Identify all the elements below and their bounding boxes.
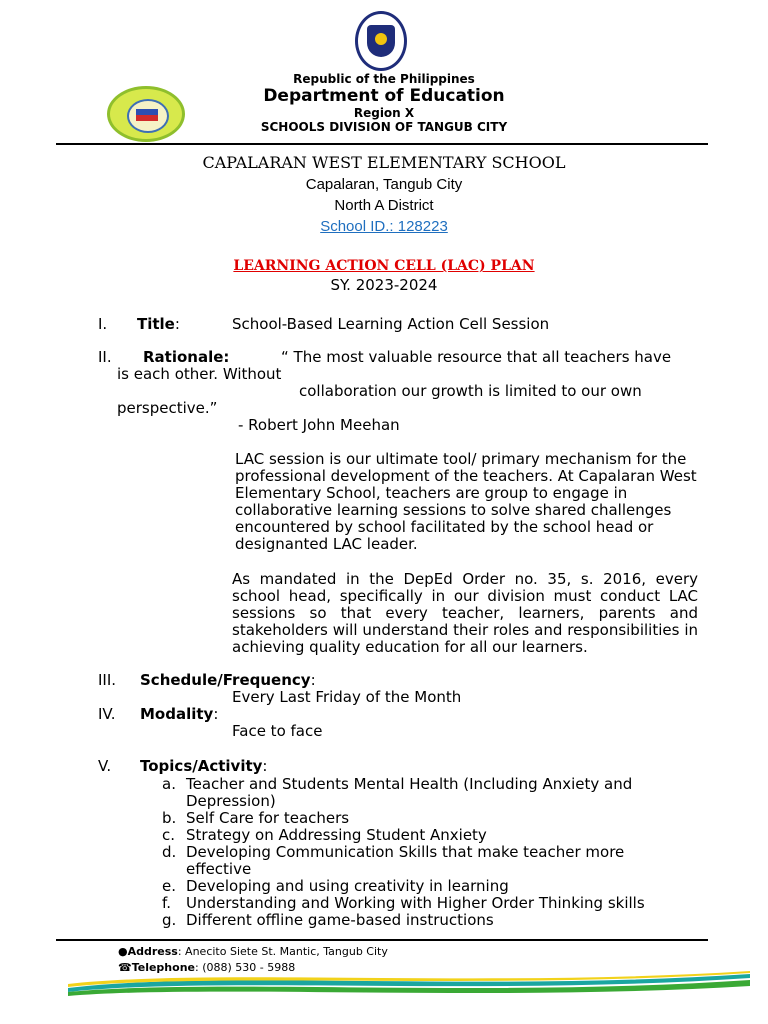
footer-swoosh bbox=[64, 966, 752, 1000]
quote-author: - Robert John Meehan bbox=[238, 416, 400, 434]
list-item bbox=[162, 877, 686, 895]
plan-title: LEARNING ACTION CELL (LAC) PLAN bbox=[233, 258, 535, 274]
section-number: IV. bbox=[98, 705, 116, 723]
header-divider bbox=[56, 143, 708, 145]
school-district: North A District bbox=[334, 197, 434, 214]
list-item bbox=[162, 826, 686, 844]
schedule-value: Every Last Friday of the Month bbox=[232, 688, 462, 706]
phone-value: : (088) 530 - 5988 bbox=[195, 961, 296, 974]
list-item bbox=[162, 843, 686, 878]
list-marker: e. bbox=[162, 877, 176, 895]
division-text: SCHOOLS DIVISION OF TANGUB CITY bbox=[260, 120, 508, 134]
list-item bbox=[162, 911, 686, 929]
school-year: SY. 2023-2024 bbox=[330, 276, 438, 294]
quote-line: perspective.” bbox=[117, 399, 218, 417]
school-name: CAPALARAN WEST ELEMENTARY SCHOOL bbox=[202, 153, 566, 172]
list-marker: g. bbox=[162, 911, 177, 929]
list-item-text: Strategy on Addressing Student Anxiety bbox=[186, 826, 487, 844]
section-label-topics: Topics/Activity bbox=[140, 757, 263, 775]
list-item-text: Different offline game-based instructions bbox=[186, 911, 494, 929]
phone-label: Telephone bbox=[131, 961, 195, 974]
footer-divider bbox=[56, 939, 708, 941]
department-title: Department of Education bbox=[263, 86, 505, 106]
quote-line: collaboration our growth is limited to our own bbox=[299, 382, 642, 400]
section-number: II. bbox=[98, 348, 112, 366]
modality-value: Face to face bbox=[232, 722, 323, 740]
list-marker: a. bbox=[162, 775, 176, 793]
label-colon: : bbox=[310, 671, 316, 689]
list-marker: f. bbox=[162, 894, 171, 912]
location-pin-icon: ● bbox=[118, 945, 128, 958]
list-item-text: Teacher and Students Mental Health (Including Anxiety and Depression) bbox=[186, 775, 633, 810]
republic-text: Republic of the Philippines bbox=[293, 72, 475, 86]
list-item bbox=[162, 775, 686, 810]
label-colon: : bbox=[262, 757, 268, 775]
list-item bbox=[162, 809, 686, 827]
section-label-title: Title bbox=[137, 315, 175, 333]
section-number: III. bbox=[98, 671, 117, 689]
school-address: Capalaran, Tangub City bbox=[305, 176, 463, 193]
section-label-schedule: Schedule/Frequency bbox=[140, 671, 311, 689]
label-colon: : bbox=[213, 705, 219, 723]
list-marker: d. bbox=[162, 843, 177, 861]
deped-seal-logo bbox=[355, 11, 407, 71]
section-label-modality: Modality bbox=[140, 705, 214, 723]
region-text: Region X bbox=[353, 106, 415, 120]
rationale-paragraph: As mandated in the DepEd Order no. 35, s. 2016, every school head, specifically in our division must conduct LAC sessions so that every teacher, learners, parents and stakeholders will understand their roles and responsibilities in achieving quality education for all our learners. bbox=[232, 570, 698, 656]
section-label-rationale: Rationale: bbox=[143, 348, 230, 366]
list-marker: b. bbox=[162, 809, 177, 827]
section-number: V. bbox=[98, 757, 112, 775]
topics-list bbox=[162, 775, 686, 929]
list-item-text: Self Care for teachers bbox=[186, 809, 350, 827]
quote-line: “ The most valuable resource that all teachers have bbox=[281, 348, 672, 366]
label-colon: : bbox=[174, 315, 180, 333]
title-value: School-Based Learning Action Cell Session bbox=[232, 315, 550, 333]
list-item-text: Developing Communication Skills that make teacher more effective bbox=[186, 843, 625, 878]
rationale-paragraph: LAC session is our ultimate tool/ primary mechanism for the professional development of the teachers. At Capalaran West Elementary School, teachers are group to engage in collaborative learning sessions to solve shared challenges encountered by school facilitated by the school head or designanted LAC leader. bbox=[235, 450, 697, 553]
address-label: Address bbox=[127, 945, 178, 958]
list-item-text: Developing and using creativity in learning bbox=[186, 877, 509, 895]
quote-line: is each other. Without bbox=[117, 365, 282, 383]
footer-address bbox=[118, 945, 388, 959]
phone-icon: ☎ bbox=[118, 961, 132, 974]
list-item bbox=[162, 894, 686, 912]
list-item-text: Understanding and Working with Higher Order Thinking skills bbox=[186, 894, 645, 912]
section-number: I. bbox=[98, 315, 108, 333]
school-id-link[interactable]: School ID.: 128223 bbox=[320, 218, 448, 235]
address-value: : Anecito Siete St. Mantic, Tangub City bbox=[177, 945, 388, 958]
list-marker: c. bbox=[162, 826, 176, 844]
